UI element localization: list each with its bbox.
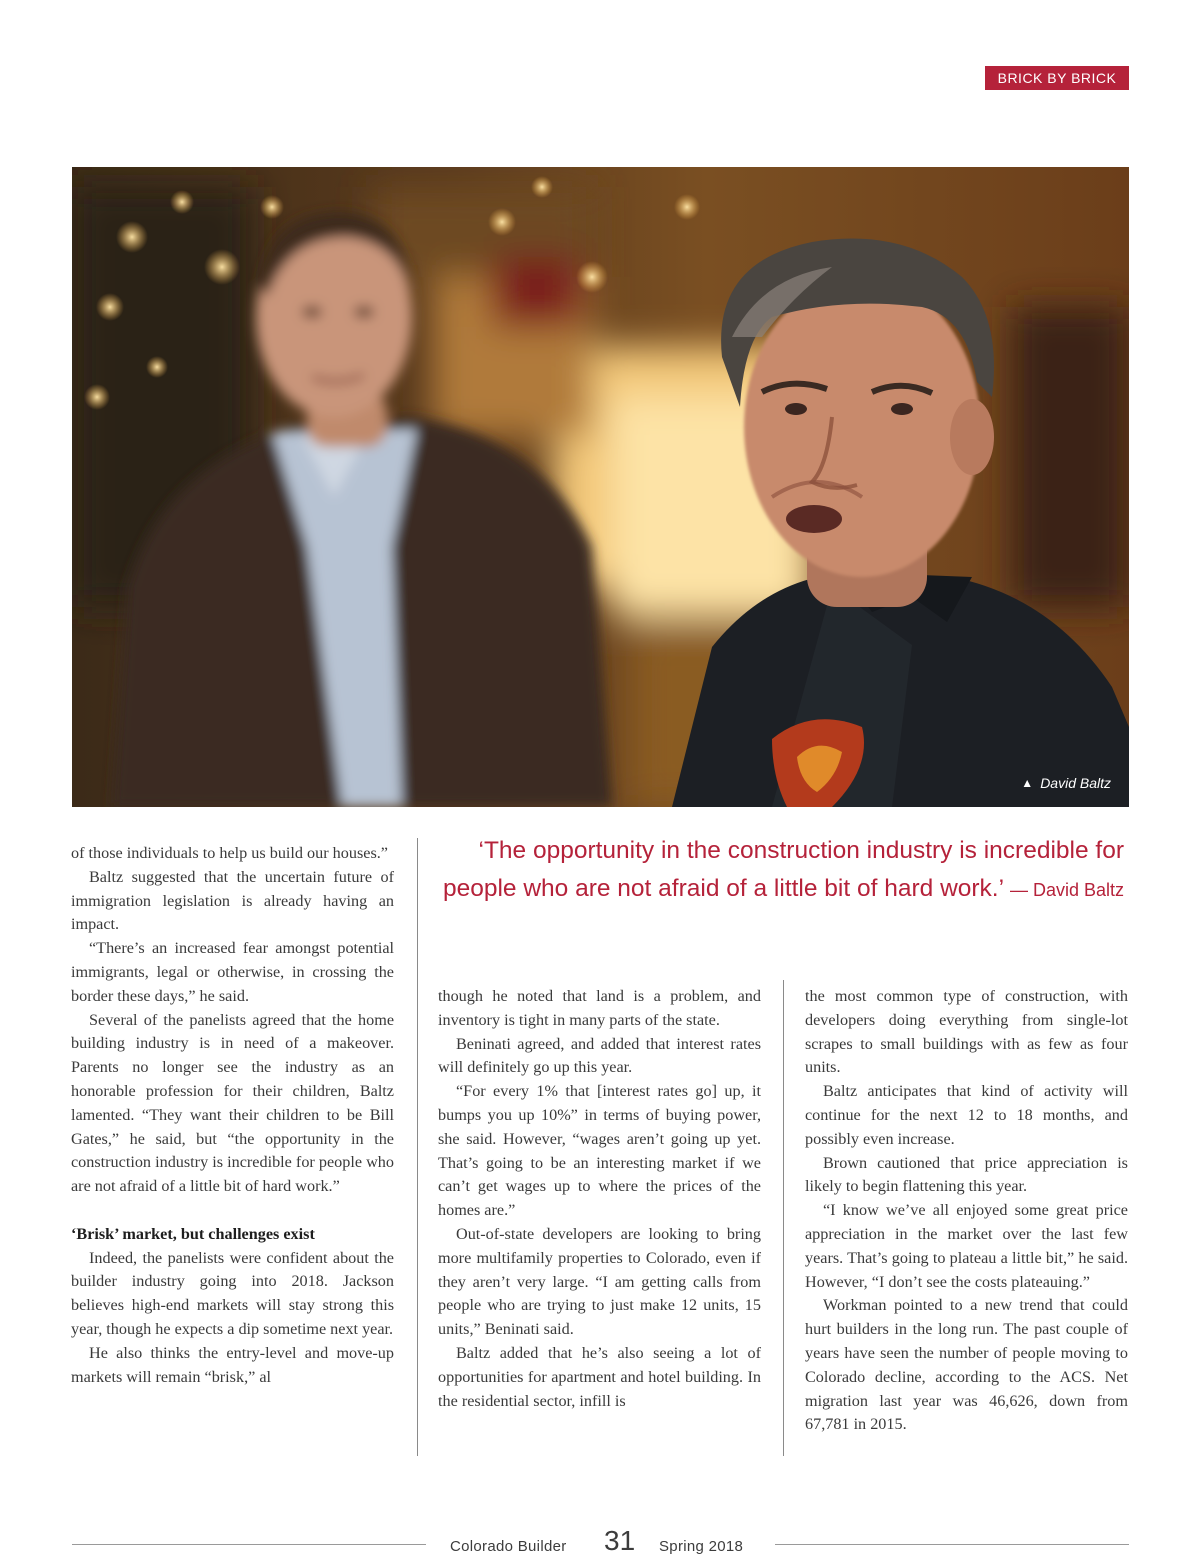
paragraph: though he noted that land is a problem, and inventory is tight in many parts of the state. bbox=[438, 987, 761, 1029]
caption-marker-icon: ▲ bbox=[1021, 776, 1034, 790]
paragraph: Baltz anticipates that kind of activity will continue for the next 12 to 18 months, and possibly even increase. bbox=[805, 1082, 1128, 1148]
column-rule-2 bbox=[783, 980, 784, 1456]
pull-quote-attribution: — David Baltz bbox=[1009, 880, 1124, 900]
caption-text: David Baltz bbox=[1040, 775, 1111, 791]
paragraph: Out-of-state developers are looking to bring more multifamily properties to Colorado, even if they aren’t very large. “I am getting calls from people who are trying to just make 12 units, 15 units,” Beninati said. bbox=[438, 1224, 761, 1339]
pull-quote bbox=[440, 832, 1124, 909]
paragraph: the most common type of construction, with developers doing everything from single-lot scrapes to small buildings with as few as four units. bbox=[805, 987, 1128, 1077]
paragraph: of those individuals to help us build our houses.” bbox=[71, 844, 388, 862]
paragraph: Workman pointed to a new trend that could hurt builders in the long run. The past couple of years have seen the number of people moving to Colorado decline, according to the ACS. Net migration last year was 46,626, down from 67,781 in 2015. bbox=[805, 1296, 1128, 1434]
paragraph: Brown cautioned that price appreciation is likely to begin flattening this year. bbox=[805, 1153, 1128, 1196]
photo-illustration bbox=[72, 167, 1129, 807]
column-rule-1 bbox=[417, 838, 418, 1456]
article-column-1 bbox=[71, 842, 394, 1389]
paragraph: Baltz suggested that the uncertain future of immigration legislation is already having an impact. bbox=[71, 867, 394, 934]
pull-quote-text: ‘The opportunity in the construction industry is incredible for people who are not afraid of a little bit of hard work.’ bbox=[442, 837, 1124, 902]
paragraph: Indeed, the panelists were confident about the builder industry going into 2018. Jackson believes high-end markets will stay strong this year, though he expects a dip sometime next year. bbox=[71, 1248, 394, 1338]
paragraph: “For every 1% that [interest rates go] up, it bumps you up 10%” in terms of buying power, she said. However, “wages aren’t going up yet. That’s going to be an interesting market if we can’t get wages up to where the prices of the homes are.” bbox=[438, 1082, 761, 1220]
footer-issue: Spring 2018 bbox=[659, 1538, 744, 1555]
photo-caption bbox=[1021, 775, 1111, 791]
page-footer bbox=[0, 1522, 1200, 1562]
paragraph: He also thinks the entry-level and move-up markets will remain “brisk,” al bbox=[71, 1343, 394, 1386]
article-column-2 bbox=[438, 985, 761, 1413]
article-column-3 bbox=[805, 985, 1128, 1437]
section-heading: ‘Brisk’ market, but challenges exist bbox=[71, 1224, 315, 1243]
feature-photo bbox=[72, 167, 1129, 807]
paragraph: “I know we’ve all enjoyed some great price appreciation in the market over the last few years. That’s going to plateau a little bit,” he said. However, “I don’t see the costs plateauing.” bbox=[805, 1201, 1128, 1291]
paragraph: “There’s an increased fear amongst potential immigrants, legal or otherwise, in crossing the border these days,” he said. bbox=[71, 939, 394, 1005]
footer-publication: Colorado Builder bbox=[450, 1538, 567, 1555]
section-tag: BRICK BY BRICK bbox=[985, 66, 1129, 90]
paragraph: Baltz added that he’s also seeing a lot of opportunities for apartment and hotel building. In the residential sector, infill is bbox=[438, 1343, 761, 1410]
paragraph: Several of the panelists agreed that the home building industry is in need of a makeover. Parents no longer see the industry as an honorable profession for their children, Baltz lamented. “They want their children to be Bill Gates,” he said, but “the opportunity in the construction industry is incredible for people who are not afraid of a little bit of hard work.” bbox=[71, 1010, 394, 1196]
page-number: 31 bbox=[604, 1525, 636, 1556]
paragraph: Beninati agreed, and added that interest rates will definitely go up this year. bbox=[438, 1034, 761, 1077]
